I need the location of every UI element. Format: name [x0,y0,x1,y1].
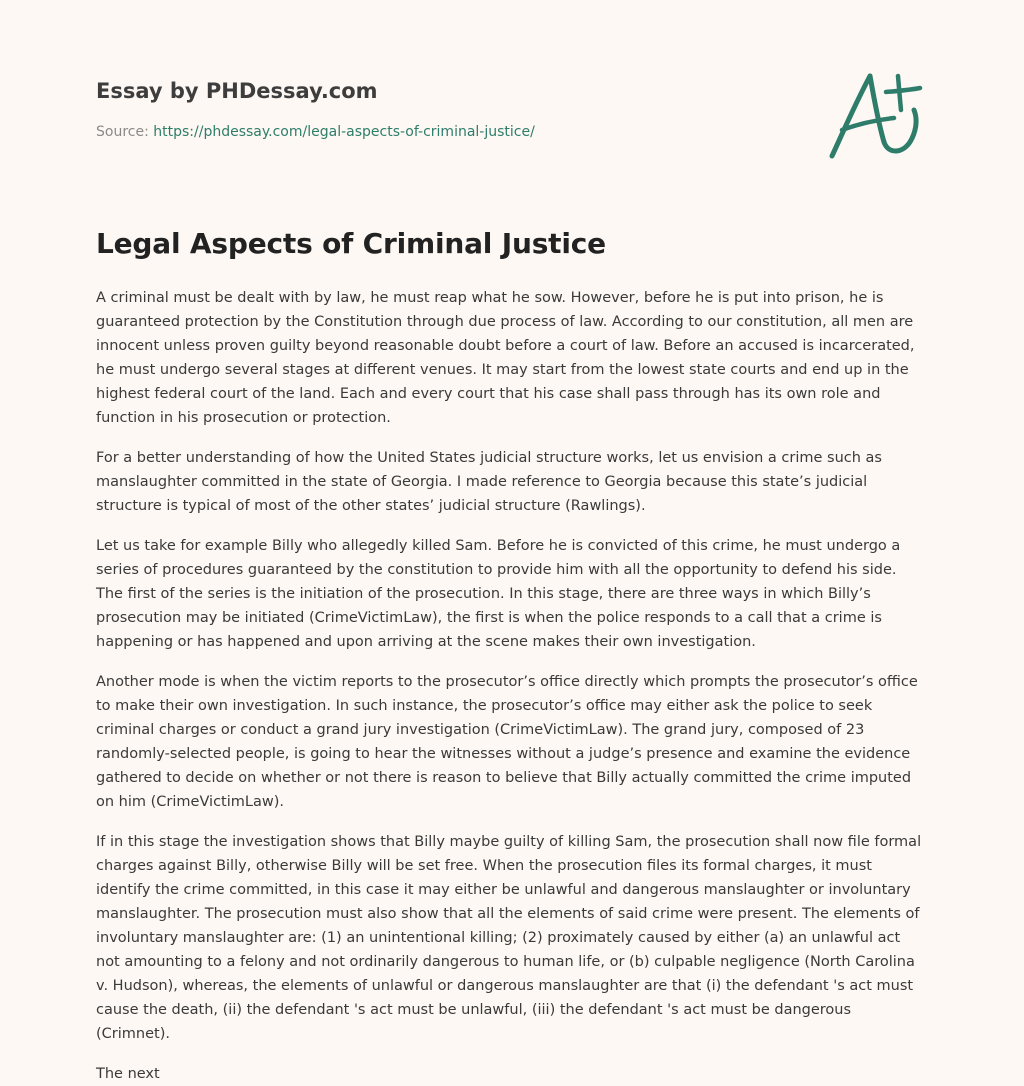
paragraph-4: Another mode is when the victim reports to the prosecutor’s office directly which prompts the prosecutor’s office to make their own investigation. In such instance, the prosecutor’s office may either ask the police to seek criminal charges or conduct a grand jury investigation (CrimeVictimLaw). The grand jury, composed of 23 randomly-selected people, is going to hear the witnesses without a judge’s presence and examine the evidence gathered to decide on whether or not there is reason to believe that Billy actually committed the crime imputed on him (CrimeVictimLaw). [96,674,918,810]
paragraph-5: If in this stage the investigation shows that Billy maybe guilty of killing Sam, the prosecution shall now file formal charges against Billy, otherwise Billy will be set free. When the prosecution files its formal charges, it must identify the crime committed, in this case it may either be unlawful and dangerous manslaughter or involuntary manslaughter. The prosecution must also show that all the elements of said crime were present. The elements of involuntary manslaughter are: (1) an unintentional killing; (2) proximately caused by either (a) an unlawful act not amounting to a felony and not ordinarily dangerous to human life, or (b) culpable negligence (North Carolina v. Hudson), whereas, the elements of unlawful or dangerous manslaughter are that (i) the defendant 's act must cause the death, (ii) the defendant 's act must be unlawful, (iii) the defendant 's act must be dangerous (Crimnet). [96,834,922,1042]
site-brand: Essay by PHDessay.com [96,79,378,103]
page-header [96,74,928,194]
paragraph-1: A criminal must be dealt with by law, he must reap what he sow. However, before he is put into prison, he is guaranteed protection by the Constitution through due process of law. According to our constitution, all men are innocent unless proven guilty beyond reasonable doubt before a court of law. Before an accused is incarcerated, he must undergo several stages at different venues. It may start from the lowest state courts and end up in the highest federal court of the land. Each and every court that his case shall pass through has its own role and function in his prosecution or protection. [96,290,915,426]
a-plus-logo-icon [824,68,928,164]
paragraph-2: For a better understanding of how the United States judicial structure works, let us envision a crime such as manslaughter committed in the state of Georgia. I made reference to Georgia because this state’s judicial structure is typical of most of the other states’ judicial structure (Rawlings). [96,450,882,514]
source-line [96,122,535,142]
paragraph-3: Let us take for example Billy who allegedly killed Sam. Before he is convicted of this crime, he must undergo a series of procedures guaranteed by the constitution to provide him with all the opportunity to defend his side. The first of the series is the initiation of the prosecution. In this stage, there are three ways in which Billy’s prosecution may be initiated (CrimeVictimLaw), the first is when the police responds to a call that a crime is happening or has happened and upon arriving at the scene makes their own investigation. [96,538,901,650]
source-label: Source: [96,124,154,140]
essay-page [96,0,928,1082]
paragraph-6: The next [96,1066,160,1082]
source-link[interactable]: https://phdessay.com/legal-aspects-of-criminal-justice/ [153,124,535,140]
essay-title: Legal Aspects of Criminal Justice [96,227,606,260]
essay-body [96,286,928,1086]
